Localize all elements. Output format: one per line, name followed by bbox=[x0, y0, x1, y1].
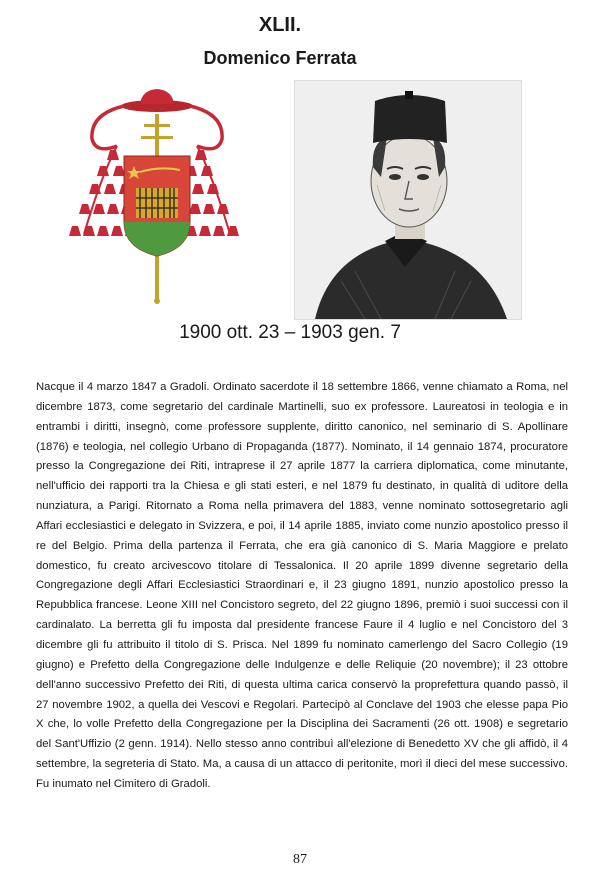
page-number: 87 bbox=[293, 852, 307, 867]
biography-text: Nacque il 4 marzo 1847 a Gradoli. Ordinato sacerdote il 18 settembre 1866, venne chiamato a Roma, nel dicembre 1873, come segretario del cardinale Martinelli, suo ex professore. Laureatosi in teologia e in entrambi i diritti, insegnò, come professore supplente, diritto canonico, nel seminario di S. Apollinare (1876) e teologia, nel collegio Urbano di Propaganda (1877). Nominato, il 14 gennaio 1874, procuratore presso la Congregazione dei Riti, intraprese il 27 aprile 1877 la carriera diplomatica, come minutante, nell'ufficio dei rapporti tra la Chiesa e gli stati esteri, e nel 1879 fu destinato, in qualità di uditore della nunziatura, a Parigi. Ritornato a Roma nella primavera del 1883, venne nominato sottosegretario agli Affari ecclesiastici e delegato in Svizzera, e poi, il 14 aprile 1885, inviato come nunzio apostolico presso il re del Belgio. Prima della partenza il Ferrata, che era già canonico di S. Maria Maggiore e prelato domestico, fu creato arcivescovo titolare di Tessalonica. Il 20 aprile 1899 divenne segretario della Congregazione degli Affari Ecclesiastici Straordinari e, il 23 giugno 1891, nunzio apostolico presso la Repubblica francese. Leone XIII nel Concistoro segreto, del 22 giugno 1896, premiò i suoi successi con il cardinalato. La berretta gli fu imposta dal presidente francese Faure il 4 luglio e nel Concistoro del 3 dicembre gli fu attribuito il titolo di S. Prisca. Nel 1899 fu nominato camerlengo del Sacro Collegio (19 giugno) e Prefetto della Congregazione delle Indulgenze e delle Reliquie (20 novembre); il 23 ottobre dell'anno successivo Prefetto dei Riti, di questa ultima carica conservò la proprefettura quando passò, il 27 novembre 1902, a quella dei Vescovi e Regolari. Partecipò al Conclave del 1903 che elesse papa Pio X che, lo volle Prefetto della Congregazione per la Disciplina dei Sacramenti (26 ott. 1908) e segretario del Sant'Uffizio (2 genn. 1914). Nello stesso anno contribuì all'elezione di Benedetto XV che gli affidò, il 4 settembre, la segreteria di Stato. Ma, a causa di un attacco di peritonite, morì il dieci del mese successivo. Fu inumato nel Cimitero di Gradoli. bbox=[36, 381, 568, 790]
person-name: Domenico Ferrata bbox=[203, 48, 357, 68]
chapter-number: XLII. bbox=[258, 14, 302, 36]
tenure-dates: 1900 ott. 23 – 1903 gen. 7 bbox=[179, 322, 401, 343]
portrait-image bbox=[294, 80, 522, 320]
coat-of-arms-image bbox=[62, 84, 258, 306]
